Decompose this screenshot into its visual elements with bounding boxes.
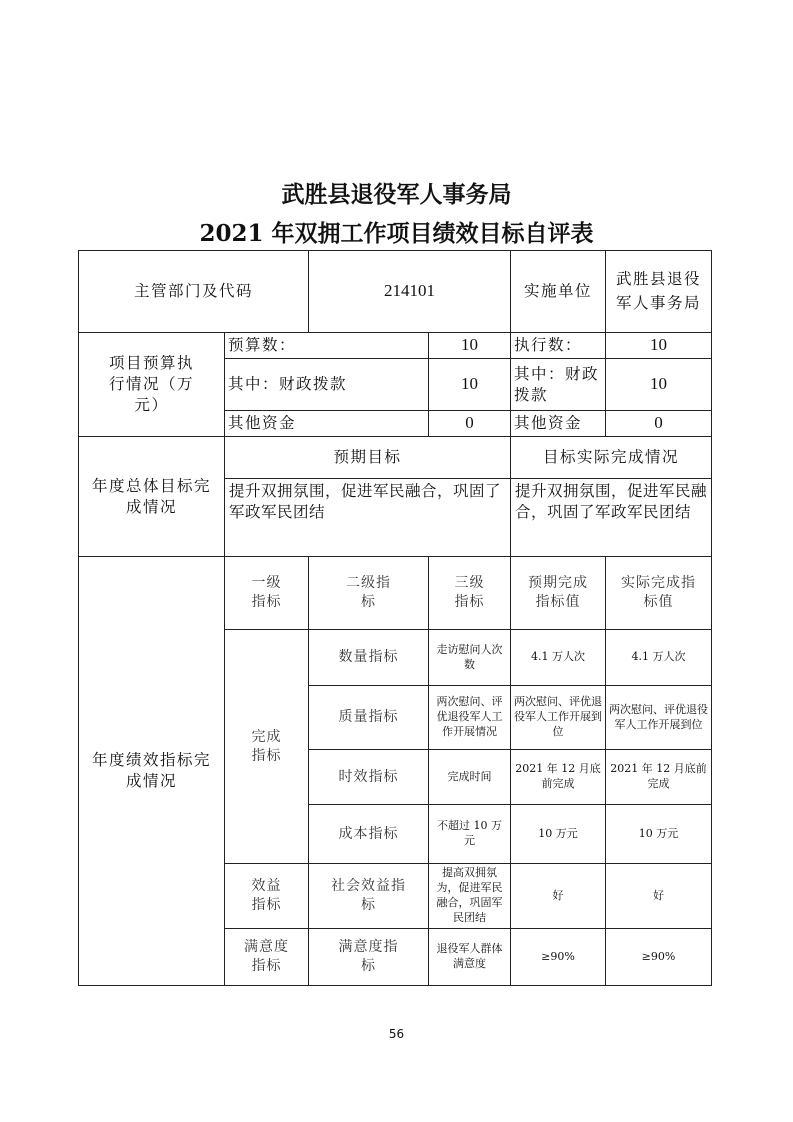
social-benefit-expected: 好 [511, 864, 606, 929]
dept-code-label: 主管部门及代码 [79, 251, 309, 333]
impl-unit-label: 实施单位 [511, 251, 606, 333]
indicator-header-row [79, 557, 712, 630]
expected-goal-text: 提升双拥氛围，促进军民融合，巩固了军政军民团结 [225, 479, 511, 557]
header-expected-value: 预期完成指标值 [511, 557, 606, 630]
satisfaction-actual: ≥90% [606, 929, 712, 986]
timeliness-indicator-label: 时效指标 [309, 750, 429, 805]
budget-amount-label: 预算数： [225, 333, 429, 359]
completion-indicator-group: 完成指标 [225, 630, 309, 864]
social-benefit-actual: 好 [606, 864, 712, 929]
fiscal-budget-value: 10 [429, 359, 511, 411]
quantity-expected: 4.1 万人次 [511, 630, 606, 686]
expected-goal-header: 预期目标 [225, 437, 511, 479]
header-level1: 一级指标 [225, 557, 309, 630]
satisfaction-indicator-group: 满意度指标 [225, 929, 309, 986]
self-evaluation-table [78, 250, 712, 986]
impl-unit-value: 武胜县退役军人事务局 [606, 251, 712, 333]
other-fund-exec-label: 其他资金 [511, 411, 606, 437]
indicators-label: 年度绩效指标完成情况 [79, 557, 225, 986]
page-number: 56 [388, 1027, 405, 1041]
quantity-indicator-label: 数量指标 [309, 630, 429, 686]
fiscal-exec-value: 10 [606, 359, 712, 411]
timeliness-level3: 完成时间 [429, 750, 511, 805]
budget-label: 项目预算执行情况（万元） [79, 333, 225, 437]
timeliness-actual: 2021 年 12 月底前完成 [606, 750, 712, 805]
quality-level3: 两次慰问、评优退役军人工作开展情况 [429, 686, 511, 750]
quality-actual: 两次慰问、评优退役军人工作开展到位 [606, 686, 712, 750]
document-subtitle: 2021 年双拥工作项目绩效目标自评表 [199, 220, 594, 247]
document-title: 武胜县退役军人事务局 [281, 181, 512, 208]
satisfaction-expected: ≥90% [511, 929, 606, 986]
exec-amount-label: 执行数： [511, 333, 606, 359]
header-actual-value: 实际完成指标值 [606, 557, 712, 630]
dept-row [79, 251, 712, 333]
annual-goal-header-row [79, 437, 712, 479]
satisfaction-level3: 退役军人群体满意度 [429, 929, 511, 986]
benefit-indicator-group: 效益指标 [225, 864, 309, 929]
social-benefit-level3: 提高双拥氛为，促进军民融合，巩固军民团结 [429, 864, 511, 929]
other-fund-budget-value: 0 [429, 411, 511, 437]
quality-indicator-label: 质量指标 [309, 686, 429, 750]
actual-goal-header: 目标实际完成情况 [511, 437, 712, 479]
dept-code-value: 214101 [309, 251, 511, 333]
social-benefit-indicator-label: 社会效益指标 [309, 864, 429, 929]
budget-row [79, 333, 712, 359]
exec-amount-value: 10 [606, 333, 712, 359]
header-level2: 二级指标 [309, 557, 429, 630]
annual-goal-label: 年度总体目标完成情况 [79, 437, 225, 557]
quality-expected: 两次慰问、评优退役军人工作开展到位 [511, 686, 606, 750]
cost-level3: 不超过 10 万元 [429, 805, 511, 864]
timeliness-expected: 2021 年 12 月底前完成 [511, 750, 606, 805]
budget-amount-value: 10 [429, 333, 511, 359]
other-fund-exec-value: 0 [606, 411, 712, 437]
other-fund-label: 其他资金 [225, 411, 429, 437]
actual-goal-text: 提升双拥氛围，促进军民融合，巩固了军政军民团结 [511, 479, 712, 557]
cost-expected: 10 万元 [511, 805, 606, 864]
quantity-actual: 4.1 万人次 [606, 630, 712, 686]
header-level3: 三级指标 [429, 557, 511, 630]
quantity-level3: 走访慰问人次数 [429, 630, 511, 686]
cost-indicator-label: 成本指标 [309, 805, 429, 864]
satisfaction-indicator-label: 满意度指标 [309, 929, 429, 986]
fiscal-label: 其中：财政拨款 [225, 359, 429, 411]
fiscal-exec-label: 其中：财政拨款 [511, 359, 606, 411]
cost-actual: 10 万元 [606, 805, 712, 864]
